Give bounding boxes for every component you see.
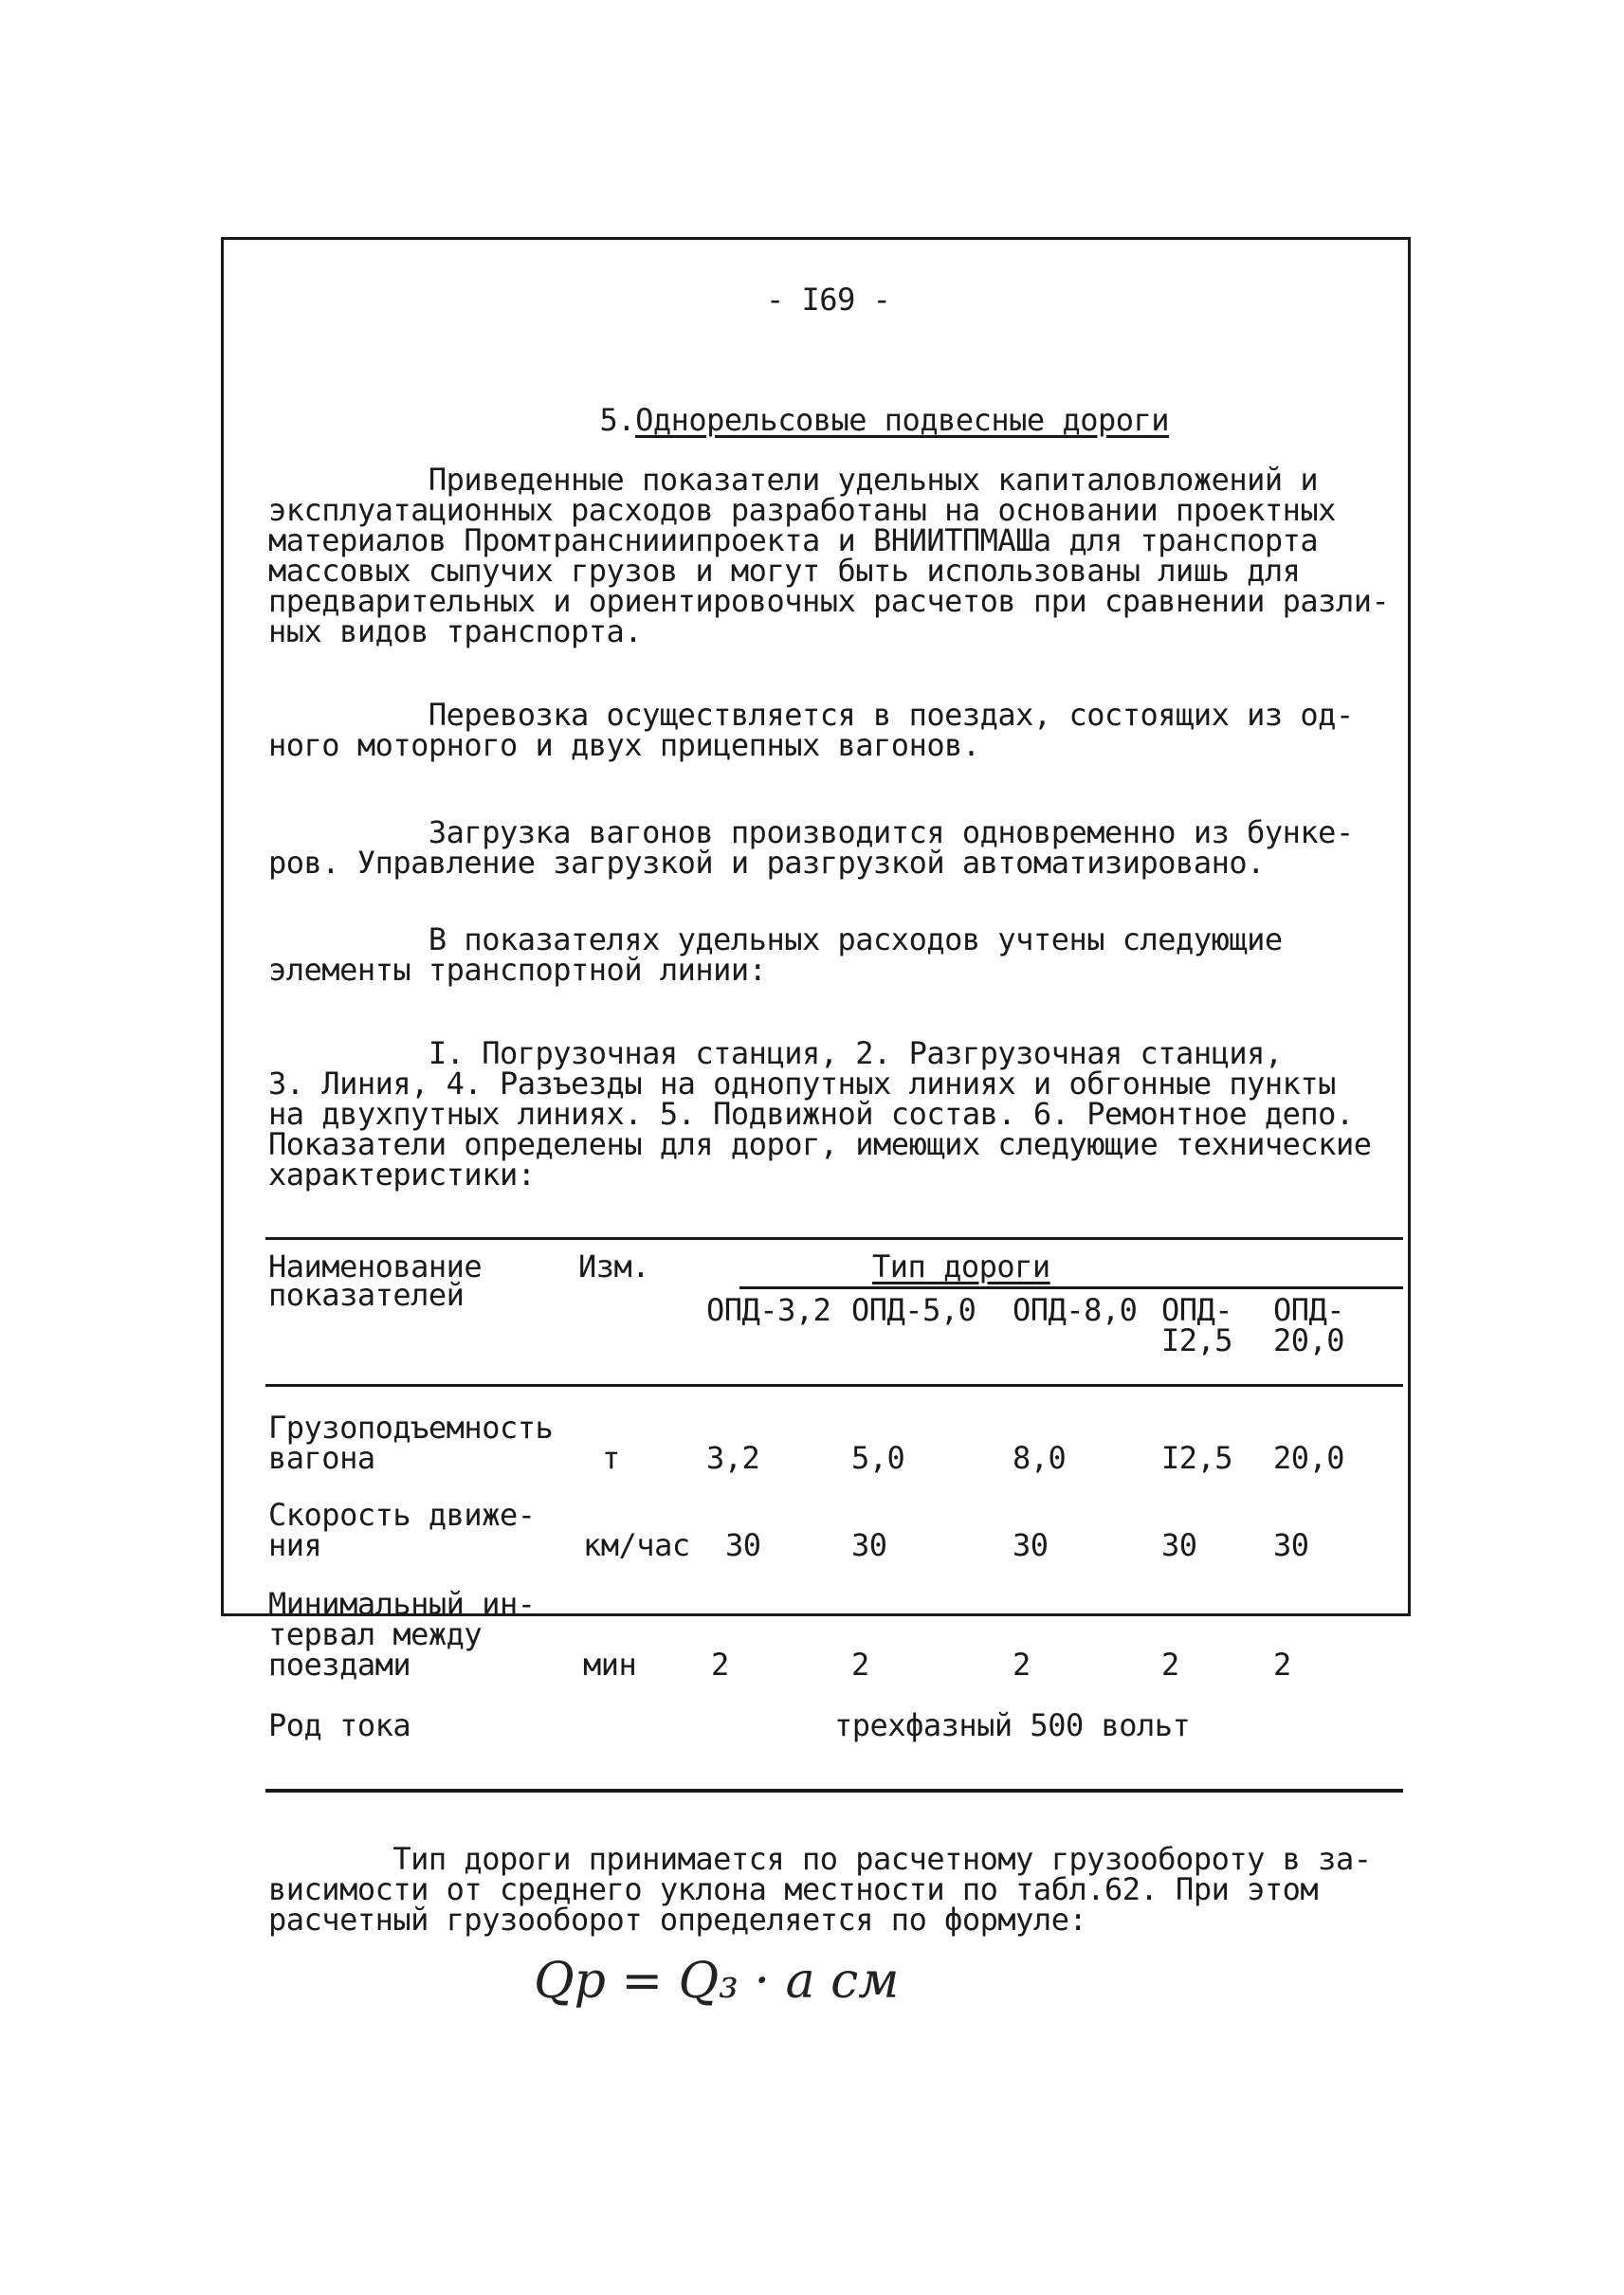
row-value: 8,0 bbox=[1013, 1440, 1067, 1476]
row-value: 2 bbox=[1161, 1647, 1179, 1683]
column-header: ОПД-8,0 bbox=[1013, 1292, 1138, 1328]
section-title: Однорельсовые подвесные дороги bbox=[635, 402, 1170, 438]
row-value: 30 bbox=[725, 1527, 761, 1563]
section-heading bbox=[564, 374, 1170, 438]
text-line: висимости от среднего уклона местности по табл.62. При этом bbox=[268, 1871, 1319, 1907]
table-bottom-rule bbox=[265, 1789, 1403, 1793]
paragraph-loading bbox=[268, 814, 1406, 881]
column-header: 20,0 bbox=[1273, 1322, 1345, 1358]
row-name: Минимальный ин- bbox=[268, 1586, 536, 1622]
row-value: 30 bbox=[851, 1527, 887, 1563]
header-group-rule bbox=[739, 1286, 1403, 1289]
row-value: 2 bbox=[711, 1647, 729, 1683]
row-unit: км/час bbox=[583, 1527, 690, 1563]
row-name: Род тока bbox=[268, 1707, 411, 1743]
text-line: предварительных и ориентировочных расчетов при сравнении разли- bbox=[268, 583, 1390, 619]
row-name: вагона bbox=[268, 1440, 375, 1476]
text-line: Показатели определены для дорог, имеющих следующие технические bbox=[268, 1126, 1372, 1162]
text-line: материалов Промтранснииипроекта и ВНИИТПМАШа для транспорта bbox=[268, 522, 1319, 558]
row-name: тервал между bbox=[268, 1616, 483, 1652]
row-merged-value: трехфазный 500 вольт bbox=[834, 1707, 1191, 1743]
text-line: ров. Управление загрузкой и разгрузкой автоматизировано. bbox=[268, 845, 1265, 881]
text-line: ных видов транспорта. bbox=[268, 613, 643, 649]
paragraph-list bbox=[268, 1035, 1406, 1193]
text-line: Тип дороги принимается по расчетному грузообороту в за- bbox=[268, 1841, 1372, 1877]
table-top-rule bbox=[265, 1237, 1403, 1240]
column-header: ОПД-3,2 bbox=[706, 1292, 831, 1328]
row-value: 30 bbox=[1161, 1527, 1197, 1563]
text-line: эксплуатационных расходов разработаны на основании проектных bbox=[268, 492, 1336, 528]
text-line: Перевозка осуществляется в поездах, состоящих из од- bbox=[268, 697, 1354, 733]
header-group: Тип дороги bbox=[872, 1248, 1050, 1284]
paragraph-closing bbox=[268, 1841, 1406, 1938]
paragraph-elements bbox=[268, 921, 1406, 988]
row-value: 2 bbox=[1013, 1647, 1031, 1683]
text-line: ного моторного и двух прицепных вагонов. bbox=[268, 727, 980, 763]
row-value: 20,0 bbox=[1273, 1440, 1345, 1476]
row-value: 3,2 bbox=[706, 1440, 760, 1476]
row-value: 30 bbox=[1273, 1527, 1309, 1563]
header-name: показателей bbox=[268, 1277, 465, 1313]
row-value: I2,5 bbox=[1161, 1440, 1233, 1476]
section-number: 5. bbox=[599, 402, 636, 438]
header-unit: Изм. bbox=[578, 1248, 650, 1284]
row-name: ния bbox=[268, 1527, 322, 1563]
column-header: I2,5 bbox=[1161, 1322, 1233, 1358]
row-value: 2 bbox=[1273, 1647, 1291, 1683]
column-header: ОПД-5,0 bbox=[851, 1292, 976, 1328]
text-line: Загрузка вагонов производится одновременно из бунке- bbox=[268, 814, 1354, 850]
formula: Qp = Q₃ · a см bbox=[534, 1953, 900, 2010]
row-value: 2 bbox=[851, 1647, 869, 1683]
row-value: 5,0 bbox=[851, 1440, 905, 1476]
row-value: 30 bbox=[1013, 1527, 1049, 1563]
text-line: I. Погрузочная станция, 2. Разгрузочная станция, bbox=[268, 1035, 1283, 1071]
header-name: Наименование bbox=[268, 1248, 483, 1284]
text-line: массовых сыпучих грузов и могут быть использованы лишь для bbox=[268, 553, 1301, 589]
text-line: В показателях удельных расходов учтены следующие bbox=[268, 921, 1283, 957]
paragraph-intro bbox=[268, 464, 1406, 647]
row-name: Грузоподъемность bbox=[268, 1410, 554, 1446]
table-header-rule bbox=[265, 1384, 1403, 1387]
row-unit: т bbox=[602, 1440, 620, 1476]
text-line: элементы транспортной линии: bbox=[268, 952, 767, 988]
column-header: ОПД- bbox=[1161, 1292, 1233, 1328]
text-line: расчетный грузооборот определяется по формуле: bbox=[268, 1902, 1087, 1938]
text-line: 3. Линия, 4. Разъезды на однопутных линиях и обгонные пункты bbox=[268, 1066, 1336, 1102]
text-line: на двухпутных линиях. 5. Подвижной состав. 6. Ремонтное депо. bbox=[268, 1096, 1354, 1132]
text-line: характеристики: bbox=[268, 1157, 536, 1193]
row-name: Скорость движе- bbox=[268, 1497, 536, 1533]
row-name: поездами bbox=[268, 1647, 411, 1683]
row-unit: мин bbox=[583, 1647, 637, 1683]
column-header: ОПД- bbox=[1273, 1292, 1345, 1328]
paragraph-transport bbox=[268, 697, 1406, 763]
text-line: Приведенные показатели удельных капиталовложений и bbox=[268, 462, 1319, 498]
page-number: - I69 - bbox=[766, 282, 891, 318]
